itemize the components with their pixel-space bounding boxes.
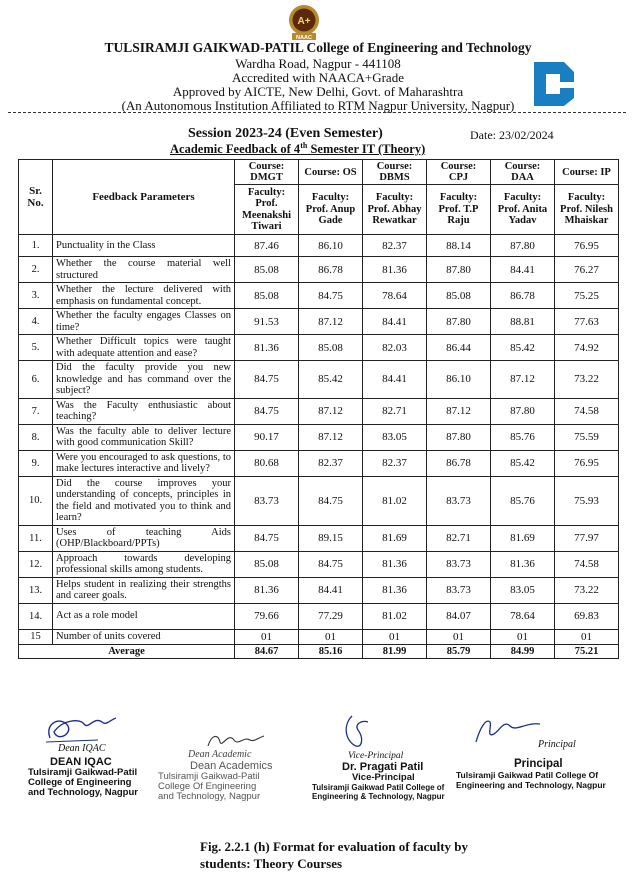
feedback-row — [19, 603, 619, 629]
score-cell: 84.75 — [299, 551, 363, 577]
feedback-row — [19, 283, 619, 309]
sr-number: 13. — [19, 577, 53, 603]
feedback-parameter: Uses of teaching Aids (OHP/Blackboard/PPTs) — [53, 525, 235, 551]
faculty-header: Faculty: Prof. Abhay Rewatkar — [363, 185, 427, 235]
score-cell: 82.37 — [299, 450, 363, 476]
score-cell: 86.78 — [427, 450, 491, 476]
affiliation: (An Autonomous Institution Affiliated to RTM Nagpur University, Nagpur) — [121, 98, 515, 113]
score-cell: 73.22 — [555, 577, 619, 603]
score-cell: 88.14 — [427, 235, 491, 257]
score-cell: 85.08 — [427, 283, 491, 309]
score-cell: 84.75 — [235, 361, 299, 399]
score-cell: 81.69 — [363, 525, 427, 551]
score-cell: 87.12 — [299, 398, 363, 424]
address: Wardha Road, Nagpur - 441108 — [235, 56, 401, 71]
dean-iqac-line: and Technology, Nagpur — [28, 787, 138, 798]
sr-number: 2. — [19, 257, 53, 283]
score-cell: 87.12 — [299, 424, 363, 450]
score-cell: 76.95 — [555, 235, 619, 257]
score-cell: 89.15 — [299, 525, 363, 551]
score-cell: 74.58 — [555, 398, 619, 424]
score-cell: 81.36 — [363, 577, 427, 603]
average-cell: 85.79 — [427, 644, 491, 658]
score-cell: 77.63 — [555, 309, 619, 335]
sr-number: 4. — [19, 309, 53, 335]
feedback-row — [19, 361, 619, 399]
score-cell: 81.36 — [363, 551, 427, 577]
score-cell: 73.22 — [555, 361, 619, 399]
dean-iqac-signature — [28, 712, 158, 798]
score-cell: 77.97 — [555, 525, 619, 551]
feedback-row — [19, 577, 619, 603]
score-cell: 82.37 — [363, 450, 427, 476]
score-cell: 85.76 — [491, 476, 555, 525]
score-cell: 81.02 — [363, 603, 427, 629]
figure-caption — [200, 838, 468, 872]
feedback-parameter: Did the faculty provide you new knowledge and has command over the subject? — [53, 361, 235, 399]
score-cell: 81.02 — [363, 476, 427, 525]
score-cell: 87.80 — [491, 235, 555, 257]
course-header: Course: CPJ — [427, 160, 491, 185]
score-cell: 82.37 — [363, 235, 427, 257]
dean-academics-hand-title: Dean Academic — [188, 749, 252, 760]
score-cell: 86.44 — [427, 335, 491, 361]
score-cell: 86.10 — [427, 361, 491, 399]
score-cell: 85.76 — [491, 424, 555, 450]
score-cell: 76.27 — [555, 257, 619, 283]
accreditation: Accredited with NAACA+Grade — [232, 70, 404, 85]
sheet-title: Academic Feedback of 4th Semester IT (Theory) — [170, 141, 426, 157]
vice-principal-signature — [312, 712, 472, 801]
score-cell: 83.05 — [491, 577, 555, 603]
faculty-header: Faculty: Prof. Anup Gade — [299, 185, 363, 235]
feedback-row — [19, 235, 619, 257]
sr-number: 15 — [19, 629, 53, 644]
report-date: Date: 23/02/2024 — [470, 128, 554, 142]
score-cell: 84.75 — [235, 398, 299, 424]
vice-principal-hand-title: Vice-Principal — [348, 751, 404, 761]
score-cell: 74.58 — [555, 551, 619, 577]
feedback-parameter: Whether Difficult topics were taught with adequate attention and ease? — [53, 335, 235, 361]
principal-signature — [456, 712, 634, 790]
score-cell: 81.36 — [235, 335, 299, 361]
score-cell: 83.73 — [427, 476, 491, 525]
score-cell: 87.80 — [427, 257, 491, 283]
average-row — [19, 644, 619, 658]
score-cell: 87.12 — [491, 361, 555, 399]
dean-academics-title: Dean Academics — [190, 760, 273, 772]
score-cell: 75.93 — [555, 476, 619, 525]
score-cell: 87.12 — [427, 398, 491, 424]
score-cell: 78.64 — [363, 283, 427, 309]
dean-academics-line: College Of Engineering — [158, 781, 257, 792]
score-cell: 87.12 — [299, 309, 363, 335]
score-cell: 77.29 — [299, 603, 363, 629]
score-cell: 85.42 — [299, 361, 363, 399]
feedback-row — [19, 450, 619, 476]
average-cell: 84.99 — [491, 644, 555, 658]
sr-number: 12. — [19, 551, 53, 577]
score-cell: 75.59 — [555, 424, 619, 450]
faculty-header: Faculty: Prof. Nilesh Mhaiskar — [555, 185, 619, 235]
score-cell: 78.64 — [491, 603, 555, 629]
dean-iqac-line: Tulsiramji Gaikwad-Patil — [28, 767, 138, 778]
dean-iqac-title: DEAN IQAC — [50, 756, 112, 768]
average-cell: 85.16 — [299, 644, 363, 658]
sr-number: 1. — [19, 235, 53, 257]
score-cell: 81.36 — [235, 577, 299, 603]
feedback-row — [19, 476, 619, 525]
score-cell: 86.78 — [299, 257, 363, 283]
average-label: Average — [19, 644, 235, 658]
figure-caption-line: students: Theory Courses — [200, 856, 343, 871]
score-cell: 81.36 — [491, 551, 555, 577]
course-header: Course: DMGT — [235, 160, 299, 185]
score-cell: 87.80 — [427, 309, 491, 335]
score-cell: 84.41 — [491, 257, 555, 283]
score-cell: 85.08 — [299, 335, 363, 361]
feedback-parameter: Helps student in realizing their strengths and career goals. — [53, 577, 235, 603]
score-cell: 85.08 — [235, 551, 299, 577]
score-cell: 85.08 — [235, 283, 299, 309]
average-cell: 81.99 — [363, 644, 427, 658]
principal-hand-title: Principal — [538, 739, 576, 750]
score-cell: 76.95 — [555, 450, 619, 476]
sr-header: Sr. No. — [19, 160, 53, 235]
score-cell: 86.10 — [299, 235, 363, 257]
feedback-row — [19, 525, 619, 551]
score-cell: 84.07 — [427, 603, 491, 629]
session-title: Session 2023-24 (Even Semester) — [188, 126, 383, 141]
feedback-parameter: Whether the course material well structured — [53, 257, 235, 283]
score-cell: 01 — [491, 629, 555, 644]
score-cell: 90.17 — [235, 424, 299, 450]
score-cell: 79.66 — [235, 603, 299, 629]
sr-number: 7. — [19, 398, 53, 424]
score-cell: 74.92 — [555, 335, 619, 361]
score-cell: 87.80 — [427, 424, 491, 450]
sr-number: 3. — [19, 283, 53, 309]
college-logo — [530, 58, 578, 110]
feedback-parameter: Approach towards developing professional skills among students. — [53, 551, 235, 577]
score-cell: 88.81 — [491, 309, 555, 335]
feedback-row — [19, 551, 619, 577]
feedback-parameter: Did the course improves your understanding of concepts, principles in the field and motivated you to think and learn? — [53, 476, 235, 525]
faculty-header: Faculty: Prof. Meenakshi Tiwari — [235, 185, 299, 235]
feedback-row — [19, 398, 619, 424]
vice-principal-name: Dr. Pragati Patil — [342, 761, 424, 773]
approval: Approved by AICTE, New Delhi, Govt. of Maharashtra — [172, 84, 464, 99]
feedback-parameter: Act as a role model — [53, 603, 235, 629]
feedback-parameter: Was the faculty able to deliver lecture with good communication Skill? — [53, 424, 235, 450]
score-cell: 83.73 — [235, 476, 299, 525]
feedback-row — [19, 335, 619, 361]
sr-number: 14. — [19, 603, 53, 629]
vice-principal-title: Vice-Principal — [352, 772, 415, 783]
dean-iqac-line: College of Engineering — [28, 777, 132, 788]
score-cell: 81.36 — [363, 257, 427, 283]
score-cell: 86.78 — [491, 283, 555, 309]
feedback-row — [19, 257, 619, 283]
vice-principal-line: Engineering & Technology, Nagpur — [312, 792, 445, 801]
sr-number: 10. — [19, 476, 53, 525]
dean-academics-signature — [158, 728, 308, 802]
score-cell: 84.75 — [299, 283, 363, 309]
score-cell: 01 — [555, 629, 619, 644]
course-header-row — [19, 160, 619, 185]
principal-line: Tulsiramji Gaikwad Patil College Of — [456, 770, 599, 780]
course-header: Course: OS — [299, 160, 363, 185]
course-header: Course: IP — [555, 160, 619, 185]
feedback-row — [19, 629, 619, 644]
naac-org: NAAC — [296, 35, 312, 41]
vice-principal-handwritten-signature — [312, 712, 392, 752]
feedback-table — [18, 159, 619, 659]
feedback-parameter: Whether the faculty engages Classes on time? — [53, 309, 235, 335]
dean-academics-line: Tulsiramji Gaikwad-Patil — [158, 771, 260, 782]
sr-number: 9. — [19, 450, 53, 476]
score-cell: 01 — [235, 629, 299, 644]
course-header: Course: DAA — [491, 160, 555, 185]
sr-number: 5. — [19, 335, 53, 361]
average-cell: 75.21 — [555, 644, 619, 658]
dean-iqac-hand-title: Dean IQAC — [58, 743, 106, 754]
score-cell: 87.46 — [235, 235, 299, 257]
faculty-header: Faculty: Prof. Anita Yadav — [491, 185, 555, 235]
feedback-parameter: Punctuality in the Class — [53, 235, 235, 257]
feedback-parameter: Were you encouraged to ask questions, to make lectures interactive and lively? — [53, 450, 235, 476]
score-cell: 85.42 — [491, 335, 555, 361]
feedback-parameter: Was the Faculty enthusiastic about teaching? — [53, 398, 235, 424]
score-cell: 85.08 — [235, 257, 299, 283]
score-cell: 82.03 — [363, 335, 427, 361]
feedback-parameter: Number of units covered — [53, 629, 235, 644]
score-cell: 83.73 — [427, 551, 491, 577]
score-cell: 84.41 — [363, 361, 427, 399]
principal-title: Principal — [514, 758, 563, 770]
score-cell: 85.42 — [491, 450, 555, 476]
feedback-parameter: Whether the lecture delivered with emphasis on fundamental concept. — [53, 283, 235, 309]
score-cell: 83.73 — [427, 577, 491, 603]
score-cell: 01 — [299, 629, 363, 644]
sr-number: 8. — [19, 424, 53, 450]
score-cell: 01 — [363, 629, 427, 644]
faculty-header: Faculty: Prof. T.P Raju — [427, 185, 491, 235]
score-cell: 81.69 — [491, 525, 555, 551]
score-cell: 91.53 — [235, 309, 299, 335]
score-cell: 82.71 — [363, 398, 427, 424]
sr-number: 6. — [19, 361, 53, 399]
naac-grade: A+ — [297, 16, 311, 27]
feedback-row — [19, 424, 619, 450]
score-cell: 84.41 — [363, 309, 427, 335]
figure-caption-line: Fig. 2.2.1 (h) Format for evaluation of faculty by — [200, 839, 469, 854]
sr-number: 11. — [19, 525, 53, 551]
score-cell: 75.25 — [555, 283, 619, 309]
score-cell: 84.75 — [235, 525, 299, 551]
feedback-row — [19, 309, 619, 335]
vice-principal-line: Tulsiramji Gaikwad Patil College of — [312, 783, 445, 792]
score-cell: 82.71 — [427, 525, 491, 551]
score-cell: 01 — [427, 629, 491, 644]
institution-name: TULSIRAMJI GAIKWAD-PATIL College of Engineering and Technology — [104, 40, 532, 55]
score-cell: 84.75 — [299, 476, 363, 525]
score-cell: 83.05 — [363, 424, 427, 450]
principal-handwritten-signature — [456, 712, 546, 748]
naac-logo — [280, 3, 328, 41]
average-cell: 84.67 — [235, 644, 299, 658]
score-cell: 69.83 — [555, 603, 619, 629]
param-header: Feedback Parameters — [53, 160, 235, 235]
course-header: Course: DBMS — [363, 160, 427, 185]
header-divider — [8, 112, 626, 113]
score-cell: 87.80 — [491, 398, 555, 424]
dean-academics-line: and Technology, Nagpur — [158, 791, 261, 802]
score-cell: 80.68 — [235, 450, 299, 476]
principal-line: Engineering and Technology, Nagpur — [456, 780, 606, 790]
score-cell: 84.41 — [299, 577, 363, 603]
